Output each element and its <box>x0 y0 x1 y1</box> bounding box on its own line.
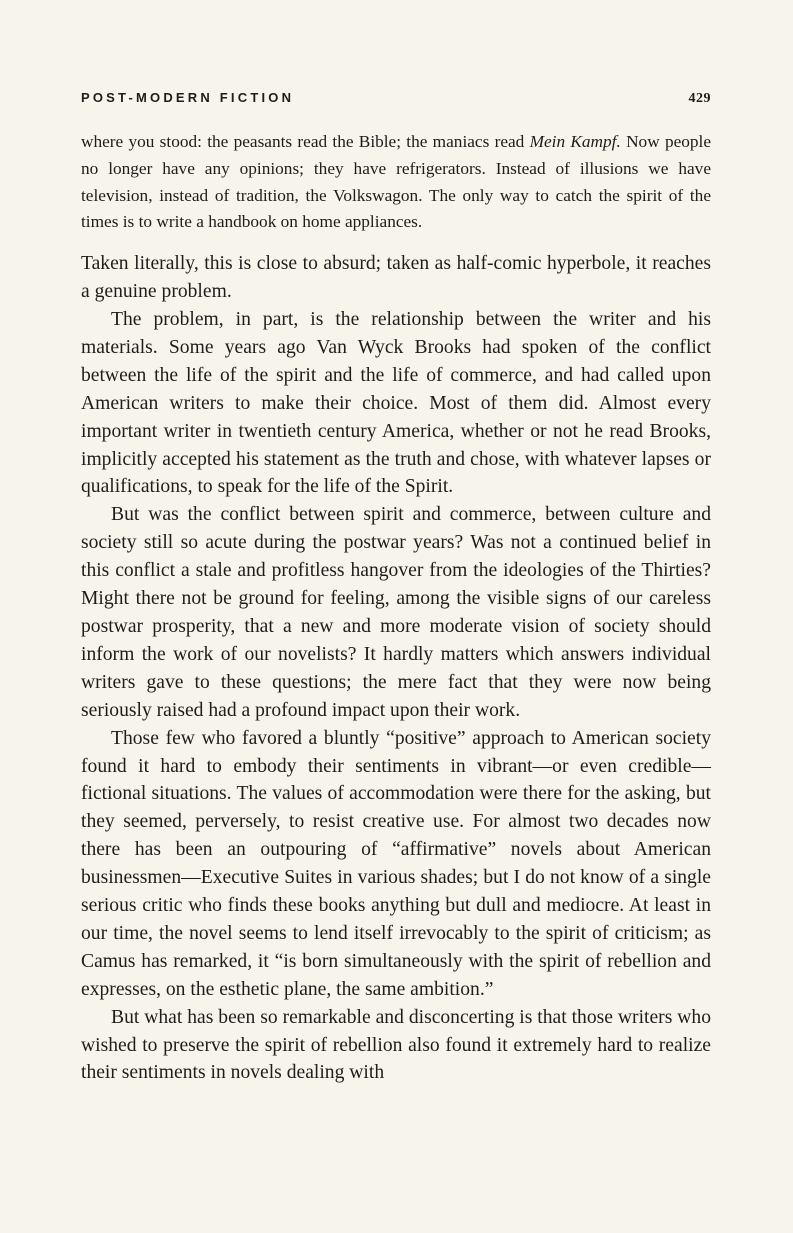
book-page <box>81 90 711 1087</box>
quote-italic-title: Mein Kampf. <box>529 132 621 151</box>
chapter-title: POST-MODERN FICTION <box>81 90 295 105</box>
block-quote <box>81 129 711 236</box>
paragraph-4: Those few who favored a bluntly “positive” approach to American society found it hard to embody their sentiments in vibrant—or even credible—fictional situations. The values of accommodation were there for the asking, but they seemed, perversely, to resist creative use. For almost two decades now there has been an outpouring of “affirmative” novels about American businessmen—Executive Suites in various shades; but I do not know of a single serious critic who finds these books anything but dull and mediocre. At least in our time, the novel seems to lend itself irrevocably to the spirit of criticism; as Camus has remarked, it “is born simultaneously with the spirit of rebellion and expresses, on the esthetic plane, the same ambition.” <box>81 727 711 1000</box>
running-head <box>81 90 711 107</box>
paragraph-1: Taken literally, this is close to absurd; taken as half-comic hyperbole, it reaches a genuine problem. <box>81 253 711 303</box>
quote-text-1: where you stood: the peasants read the Bible; the maniacs read <box>81 132 530 151</box>
paragraph-3: But was the conflict between spirit and commerce, between culture and society still so acute during the postwar years? Was not a continued belief in this conflict a stale and profitless hangover from the ideologies of the Thirties? Might there not be ground for feeling, among the visible signs of our careless postwar prosperity, that a new and more moderate vision of society should inform the work of our novelists? It hardly matters which answers individual writers gave to these questions; the mere fact that they were now being seriously raised had a profound impact upon their work. <box>81 504 711 721</box>
quote-text-2: Now people no longer have any opinions; they have refrigerators. Instead of illusions we have television, instead of tradition, the Volkswagon. The only way to catch the spirit of the times is to write a handbook on home appliances. <box>81 132 712 232</box>
paragraph-5: But what has been so remarkable and disconcerting is that those writers who wished to preserve the spirit of rebellion also found it extremely hard to realize their sentiments in novels dealing with <box>81 1006 711 1084</box>
paragraph-2: The problem, in part, is the relationship between the writer and his materials. Some years ago Van Wyck Brooks had spoken of the conflict between the life of the spirit and the life of commerce, and had called upon American writers to make their choice. Most of them did. Almost every important writer in twentieth century America, whether or not he read Brooks, implicitly accepted his statement as the truth and chose, with whatever lapses or qualifications, to speak for the life of the Spirit. <box>81 309 711 498</box>
page-number: 429 <box>688 91 711 106</box>
